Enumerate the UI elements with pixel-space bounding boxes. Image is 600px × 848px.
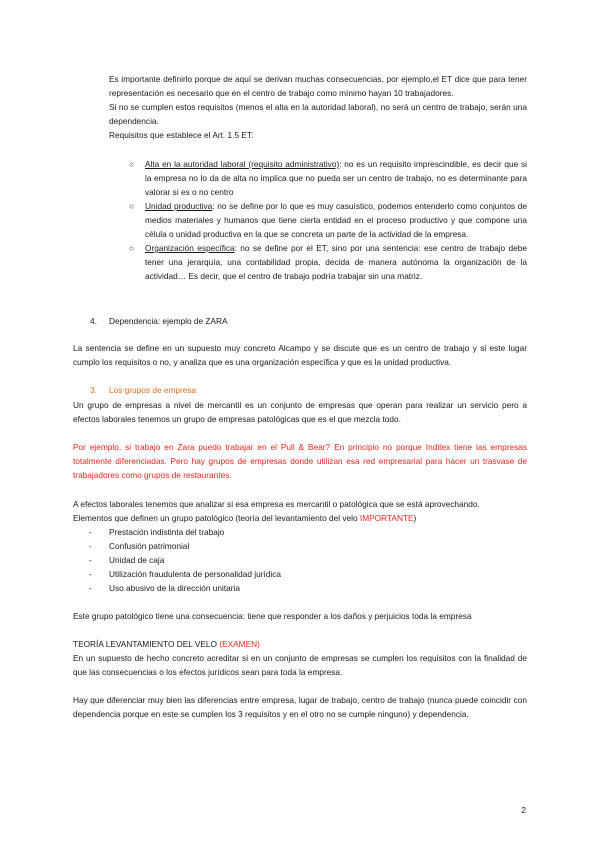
efectos-line-2-close: ) <box>413 513 417 523</box>
page-number: 2 <box>521 805 526 815</box>
requisito-title: Unidad productiva <box>145 201 213 211</box>
elemento-item <box>89 553 509 567</box>
intro-paragraph-2: Si no se cumplen estos requisitos (menos el alta en la autoridad laboral), no será un centro de trabajo, serán una dependencia. <box>109 102 527 126</box>
requisito-text: : no es un requisito imprescindible, es decir que si la empresa no lo da de alta no implica que no pueda ser un centro de trabajo, no es determinante para valorar si es o no centro <box>145 159 527 197</box>
elemento-text: Unidad de caja <box>109 555 165 565</box>
elemento-item <box>89 567 509 581</box>
dash-bullet-icon: - <box>89 527 92 537</box>
requisito-text: : no se define por el ET, sino por una sentencia: ese centro de trabajo debe tener una jerarquía, una contabilidad propia, decida de manera autónoma la organización de la actividad… Es decir, que el centro de trabajo podría trabajar sin una matriz. <box>145 243 527 281</box>
elemento-item <box>89 581 509 595</box>
efectos-block <box>73 497 527 525</box>
requisito-item <box>129 241 527 283</box>
item-4-label: Dependencia: ejemplo de ZARA <box>109 316 228 326</box>
circle-bullet-icon: ○ <box>129 243 135 253</box>
elemento-text: Uso abusivo de la dirección unitaria <box>109 583 240 593</box>
efectos-line-1: A efectos laborales tenemos que analizar si esa empresa es mercantil o patológica que se está aprovechando. <box>73 499 480 509</box>
dash-bullet-icon: - <box>89 569 92 579</box>
section-3-number: 3. <box>90 385 97 395</box>
circle-bullet-icon: ○ <box>129 159 135 169</box>
requisitos-list <box>129 157 527 283</box>
sentencia-paragraph <box>73 341 527 369</box>
consecuencia-text: Este grupo patológico tiene una consecuencia: tiene que responder a los daños y perjuicios toda la empresa <box>73 611 472 621</box>
intro-paragraph-3: Requisitos que establece el Art. 1.5 ET: <box>109 130 254 140</box>
diferencias-paragraph <box>73 693 527 721</box>
grupo-definition-text: Un grupo de empresas a nivel de mercantil es un conjunto de empresas que operan para realizar un servicio pero a efectos laborales tenemos un grupo de empresas patológicas que es el que mezcla todo. <box>73 400 527 424</box>
elemento-text: Prestación indistinta del trabajo <box>109 527 225 537</box>
circle-bullet-icon: ○ <box>129 201 135 211</box>
item-4 <box>90 314 510 328</box>
efectos-line-2 <box>73 511 527 525</box>
importante-label: IMPORTANTE <box>359 513 414 523</box>
elementos-list <box>89 525 509 595</box>
dash-bullet-icon: - <box>89 541 92 551</box>
teoria-block <box>73 637 527 679</box>
example-paragraph <box>73 440 527 482</box>
requisito-item <box>129 199 527 241</box>
requisito-title: Alta en la autoridad laboral (requisito administrativo) <box>145 159 340 169</box>
requisito-text: : no se define por lo que es muy casuístico, podemos entenderlo como conjuntos de medios materiales y humanos que tiene cierta entidad en el proceso productivo y que compone una célula o unidad productiva en la que se concreta un parte de la actividad de la empresa. <box>145 201 527 239</box>
examen-label: (EXAMEN) <box>219 639 260 649</box>
elemento-item <box>89 525 509 539</box>
elemento-item <box>89 539 509 553</box>
elemento-text: Utilización fraudulenta de personalidad jurídica <box>109 569 282 579</box>
consecuencia-paragraph <box>73 609 533 623</box>
intro-paragraph-1: Es importante definirlo porque de aquí se derivan muchas consecuencias, por ejemplo,el ET dice que para tener representación es necesario que en el centro de trabajo como mínimo hayan 10 trabajadores. <box>109 74 527 98</box>
teoria-text: En un supuesto de hecho concreto acreditar si en un conjunto de empresas se cumplen los requisitos con la finalidad de que las consecuencias o los efectos jurídicos sean para toda la empresa. <box>73 653 527 677</box>
efectos-line-2-text: Elementos que definen un grupo patológico (teoría del levantamiento del velo <box>73 513 360 523</box>
teoria-heading-text: TEORÍA LEVANTAMIENTO DEL VELO <box>73 639 220 649</box>
section-3-heading <box>90 383 510 397</box>
diferencias-text: Hay que diferenciar muy bien las diferencias entre empresa, lugar de trabajo, centro de trabajo (nunca puede coincidir con dependencia porque en este se cumplen los 3 requisitos y en el otro no se cumple ninguno) y dependencia. <box>73 695 527 719</box>
requisito-title: Organización específica <box>145 243 235 253</box>
teoria-heading <box>73 637 527 651</box>
grupo-definition <box>73 398 527 426</box>
requisito-item <box>129 157 527 199</box>
section-3-title: Los grupos de empresa <box>109 385 197 395</box>
dash-bullet-icon: - <box>89 583 92 593</box>
dash-bullet-icon: - <box>89 555 92 565</box>
sentencia-text: La sentencia se define en un supuesto muy concreto Alcampo y se discute que es un centro de trabajo y si este lugar cumplo los requisitos o no, y analiza que es una organización específica y que es la unidad productiva. <box>73 343 527 367</box>
item-4-number: 4. <box>90 316 97 326</box>
example-text: Por ejemplo, si trabajo en Zara puedo trabajar en el Pull & Bear? En principio no porque Inditex tiene las empresas totalmente diferenciadas. Pero hay grupos de empresas donde utilizan esa red empresarial para hacer un trasvase de trabajadores como grupos de restaurantes. <box>73 442 527 480</box>
intro-block <box>109 72 527 142</box>
elemento-text: Confusión patrimonial <box>109 541 190 551</box>
